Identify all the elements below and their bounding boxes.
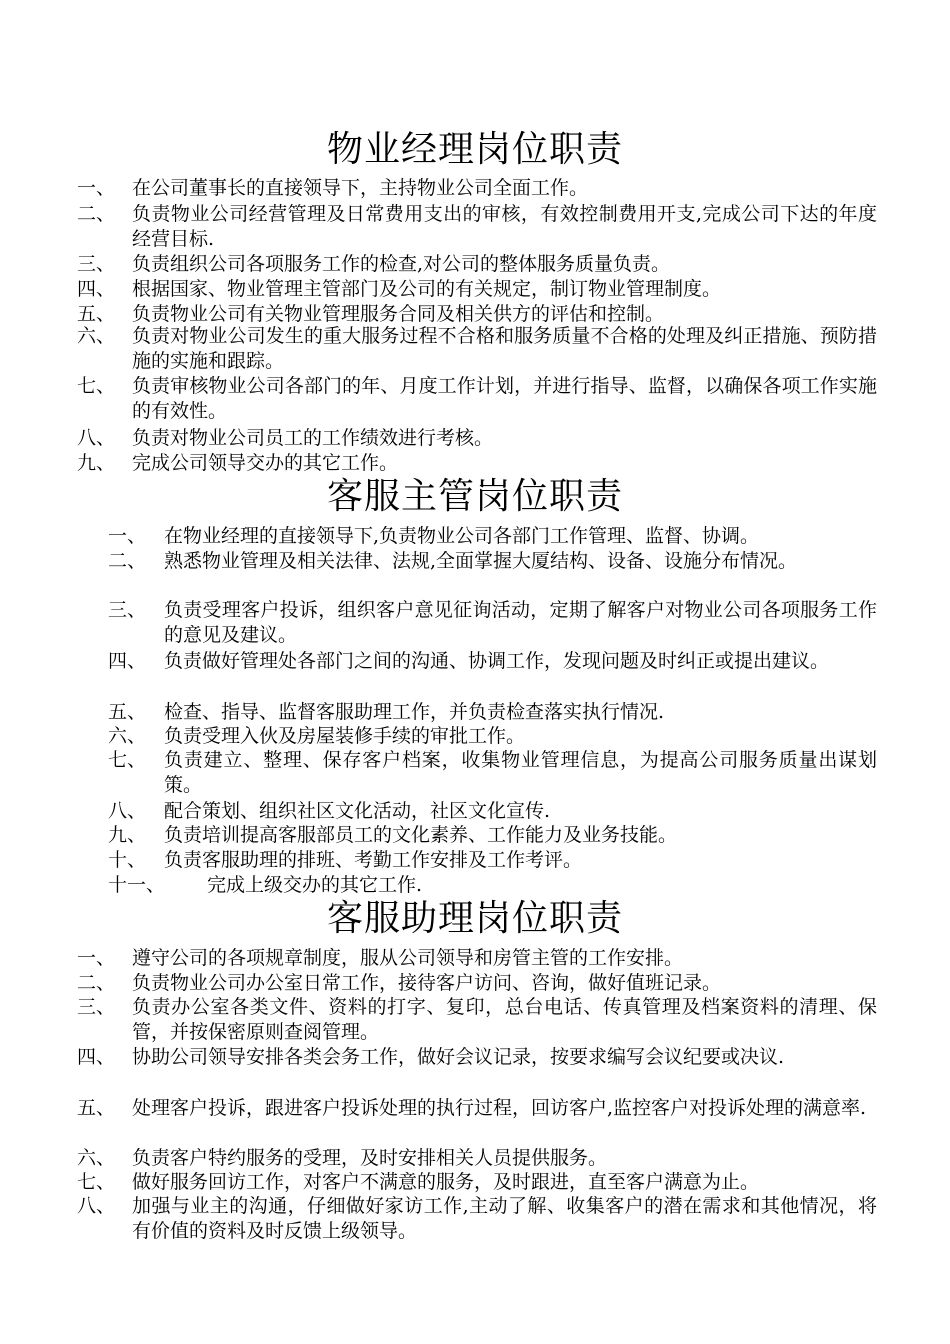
list-item <box>108 649 877 674</box>
item-number: 九、 <box>108 824 147 846</box>
list-item <box>77 971 877 996</box>
item-number: 八、 <box>77 427 116 449</box>
item-number: 三、 <box>77 996 116 1018</box>
list-item <box>77 1170 877 1195</box>
section-title-service-assistant: 客服助理岗位职责 <box>326 898 623 939</box>
item-number: 八、 <box>108 800 147 822</box>
list-item <box>77 252 877 277</box>
list-item <box>108 748 877 798</box>
item-text: 负责办公室各类文件、资料的打字、复印，总台电话、传真管理及档案资料的清理、保管，并按保密原则查阅管理。 <box>132 996 877 1043</box>
item-number: 四、 <box>77 1046 116 1068</box>
list-item <box>77 277 877 302</box>
list-item <box>108 549 877 574</box>
item-text: 负责物业公司经营管理及日常费用支出的审核，有效控制费用开支,完成公司下达的年度经营目标. <box>132 203 877 250</box>
item-text: 负责受理入伙及房屋装修手续的审批工作。 <box>164 725 526 747</box>
item-text: 负责培训提高客服部员工的文化素养、工作能力及业务技能。 <box>164 824 678 846</box>
item-number: 一、 <box>77 947 116 969</box>
item-number: 六、 <box>77 1147 116 1169</box>
item-number: 四、 <box>108 650 147 672</box>
item-text: 负责客户特约服务的受理，及时安排相关人员提供服务。 <box>132 1147 608 1169</box>
item-text: 负责组织公司各项服务工作的检查,对公司的整体服务质量负责。 <box>132 253 671 275</box>
item-number: 二、 <box>77 203 116 225</box>
item-text: 根据国家、物业管理主管部门及公司的有关规定，制订物业管理制度。 <box>132 278 722 300</box>
item-number: 六、 <box>77 325 116 347</box>
list-item <box>77 202 877 252</box>
item-number: 五、 <box>108 701 147 723</box>
item-text: 配合策划、组织社区文化活动，社区文化宣传. <box>164 800 551 822</box>
item-text: 负责客服助理的排班、考勤工作安排及工作考评。 <box>164 849 583 871</box>
item-text: 在公司董事长的直接领导下，主持物业公司全面工作。 <box>132 177 589 199</box>
item-text: 检查、指导、监督客服助理工作，并负责检查落实执行情况. <box>164 701 665 723</box>
list-item <box>108 598 877 648</box>
list-item <box>108 524 877 549</box>
item-number: 二、 <box>77 972 116 994</box>
list-item <box>77 1096 877 1121</box>
list-item <box>77 324 877 374</box>
item-number: 九、 <box>77 452 116 474</box>
list-item <box>77 1194 877 1244</box>
item-text: 负责对物业公司员工的工作绩效进行考核。 <box>132 427 494 449</box>
item-text: 负责物业公司办公室日常工作，接待客户访问、咨询，做好值班记录。 <box>132 972 722 994</box>
list-item <box>77 374 877 424</box>
list-item <box>77 995 877 1045</box>
item-number: 七、 <box>108 749 147 771</box>
item-number: 三、 <box>108 599 147 621</box>
item-text: 负责建立、整理、保存客户档案，收集物业管理信息，为提高公司服务质量出谋划策。 <box>164 749 877 796</box>
item-text: 在物业经理的直接领导下,负责物业公司各部门工作管理、监督、协调。 <box>164 525 760 547</box>
list-item <box>77 176 877 201</box>
item-number: 五、 <box>77 303 116 325</box>
item-number: 七、 <box>77 375 116 397</box>
item-number: 十、 <box>108 849 147 871</box>
section-title-service-supervisor: 客服主管岗位职责 <box>326 476 623 517</box>
item-number: 十一、 <box>108 874 166 896</box>
item-number: 三、 <box>77 253 116 275</box>
item-text: 负责审核物业公司各部门的年、月度工作计划，并进行指导、监督，以确保各项工作实施的有效性。 <box>132 375 877 422</box>
list-item <box>108 700 877 725</box>
item-text: 熟悉物业管理及相关法律、法规,全面掌握大厦结构、设备、设施分布情况。 <box>164 550 798 572</box>
item-number: 八、 <box>77 1195 116 1217</box>
item-number: 七、 <box>77 1171 116 1193</box>
list-item <box>108 799 877 824</box>
item-text: 负责受理客户投诉，组织客户意见征询活动，定期了解客户对物业公司各项服务工作的意见及建议。 <box>164 599 877 646</box>
list-item <box>108 873 877 898</box>
list-item <box>77 1045 877 1070</box>
item-number: 二、 <box>108 550 147 572</box>
item-number: 一、 <box>77 177 116 199</box>
item-text: 负责做好管理处各部门之间的沟通、协调工作，发现问题及时纠正或提出建议。 <box>164 650 830 672</box>
item-text: 遵守公司的各项规章制度，服从公司领导和房管主管的工作安排。 <box>132 947 684 969</box>
item-text: 完成上级交办的其它工作. <box>207 874 423 896</box>
item-number: 四、 <box>77 278 116 300</box>
item-number: 六、 <box>108 725 147 747</box>
list-item <box>77 1146 877 1171</box>
list-item <box>108 823 877 848</box>
item-text: 完成公司领导交办的其它工作。 <box>132 452 399 474</box>
list-item <box>108 724 877 749</box>
item-text: 协助公司领导安排各类会务工作，做好会议记录，按要求编写会议纪要或决议. <box>132 1046 785 1068</box>
list-item <box>77 426 877 451</box>
list-item <box>77 946 877 971</box>
list-item <box>108 848 877 873</box>
item-text: 处理客户投诉，跟进客户投诉处理的执行过程，回访客户,监控客户对投诉处理的满意率. <box>132 1097 867 1119</box>
item-number: 一、 <box>108 525 147 547</box>
item-text: 负责对物业公司发生的重大服务过程不合格和服务质量不合格的处理及纠正措施、预防措施的实施和跟踪。 <box>132 325 877 372</box>
item-text: 负责物业公司有关物业管理服务合同及相关供方的评估和控制。 <box>132 303 665 325</box>
item-text: 加强与业主的沟通，仔细做好家访工作,主动了解、收集客户的潜在需求和其他情况，将有价值的资料及时反馈上级领导。 <box>132 1195 877 1242</box>
item-number: 五、 <box>77 1097 116 1119</box>
list-item <box>77 451 877 476</box>
item-text: 做好服务回访工作，对客户不满意的服务，及时跟进，直至客户满意为止。 <box>132 1171 760 1193</box>
section-title-manager: 物业经理岗位职责 <box>326 129 623 170</box>
